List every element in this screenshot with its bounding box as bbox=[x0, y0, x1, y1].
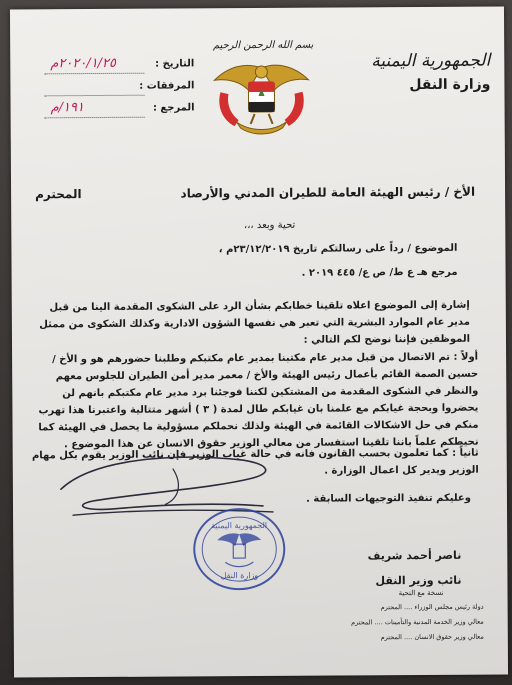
stamp-top-text: الجمهورية اليمنية bbox=[211, 520, 268, 531]
basmala: بسم الله الرحمن الرحيم bbox=[212, 39, 314, 52]
reference-line: مرجع هـ ع ط/ ص ع/ ٤٤٥ ٢٠١٩ . bbox=[301, 266, 458, 279]
greeting: تحية وبعد ،،، bbox=[243, 219, 296, 232]
addressee: الأخ / رئيس الهيئة العامة للطيران المدني والأرصاد bbox=[180, 184, 476, 201]
point-one-paragraph: أولاً : تم الاتصال من قبل مدير عام مكتبنا بمدير عام مكتبكم وطلبنا حضورهم هو و الأخ / حسين الصمة القائم بأعمال رئيس الهيئة والأخ / معمر مدير أمن الطيران للجلوس معهم والنظر في الشكوى المقدمة من المشتكين لكننا فوجئنا برد مدير عام مكتبكم بانهم لن يحضروا وبحجة غيابكم مع علمنا بان غيابكم طال لمدة ( ٣ ) أشهر متتالية واعتبرنا هذا تهرب منكم في حل الاشكالات القائمة في الهيئة ولذلك نحملكم مسؤولية ما يحصل في الهيئة كما نحيطكم علماً باننا تلقينا استفسار من معالي الوزير حقوق الانسان عن هذا الموضوع . bbox=[38, 351, 479, 451]
intro-paragraph: إشارة إلى الموضوع اعلاه تلقينا خطابكم بشأن الرد على الشكوى المقدمة الينا من قبل مدير عام الموارد البشرية التي تعبر هي نفسها الشؤون الادارية وكذلك الشكوى من ممثل الموظفين فإننا نوضح لكم التالي : bbox=[39, 299, 471, 346]
attachments-label: المرفقات : bbox=[139, 80, 195, 92]
reference-field bbox=[45, 102, 195, 125]
date-line bbox=[44, 73, 144, 75]
yemen-eagle-emblem-icon bbox=[206, 58, 316, 137]
ministry-header bbox=[340, 51, 490, 94]
copies-list bbox=[344, 589, 484, 649]
honorific: المحترم bbox=[35, 187, 82, 202]
date-field bbox=[44, 55, 195, 81]
date-label: التاريخ : bbox=[155, 58, 195, 70]
stamp-bottom-text: وزارة النقل bbox=[220, 571, 259, 581]
copies-heading: نسخة مع التحية bbox=[398, 588, 444, 598]
copy-line: معالي وزير حقوق الانسان .... المحترم bbox=[380, 632, 484, 642]
copy-line: معالي وزير الخدمة المدنية والتأمينات .... المحترم bbox=[351, 617, 484, 627]
attachments-line bbox=[44, 95, 144, 97]
reference-fields bbox=[44, 55, 195, 125]
copy-line: دولة رئيس مجلس الوزراء .... المحترم bbox=[380, 602, 484, 612]
point-two-paragraph: ثانياً : كما تعلمون بحسب القانون فانه في حالة غياب الوزير فإن نائب الوزير يقوم بكل مهام الوزير ويدير كل اعمال الوزارة . bbox=[31, 447, 479, 477]
reference-value: ١٩١/م bbox=[50, 100, 85, 116]
republic-name: الجمهورية اليمنية bbox=[371, 50, 491, 72]
closing-line: وعليكم تنفيذ التوجيهات السابقة . bbox=[306, 492, 471, 505]
signatory-name: ناصر أحمد شريف bbox=[367, 548, 462, 563]
reference-line bbox=[45, 117, 145, 119]
reference-label: المرجع : bbox=[152, 102, 195, 114]
signatory-title: نائب وزير النقل bbox=[375, 573, 462, 588]
subject-line: الموضوع / رداً على رسالتكم تاريخ ٢٣/١٢/٢٠١٩م ، bbox=[218, 242, 458, 256]
signatory-block bbox=[261, 549, 461, 588]
date-value: ٢٠٢٠/١/٢٥م bbox=[50, 55, 117, 72]
letter-page bbox=[10, 6, 508, 677]
ministry-name: وزارة النقل bbox=[409, 76, 491, 94]
addressee-line bbox=[35, 185, 475, 202]
